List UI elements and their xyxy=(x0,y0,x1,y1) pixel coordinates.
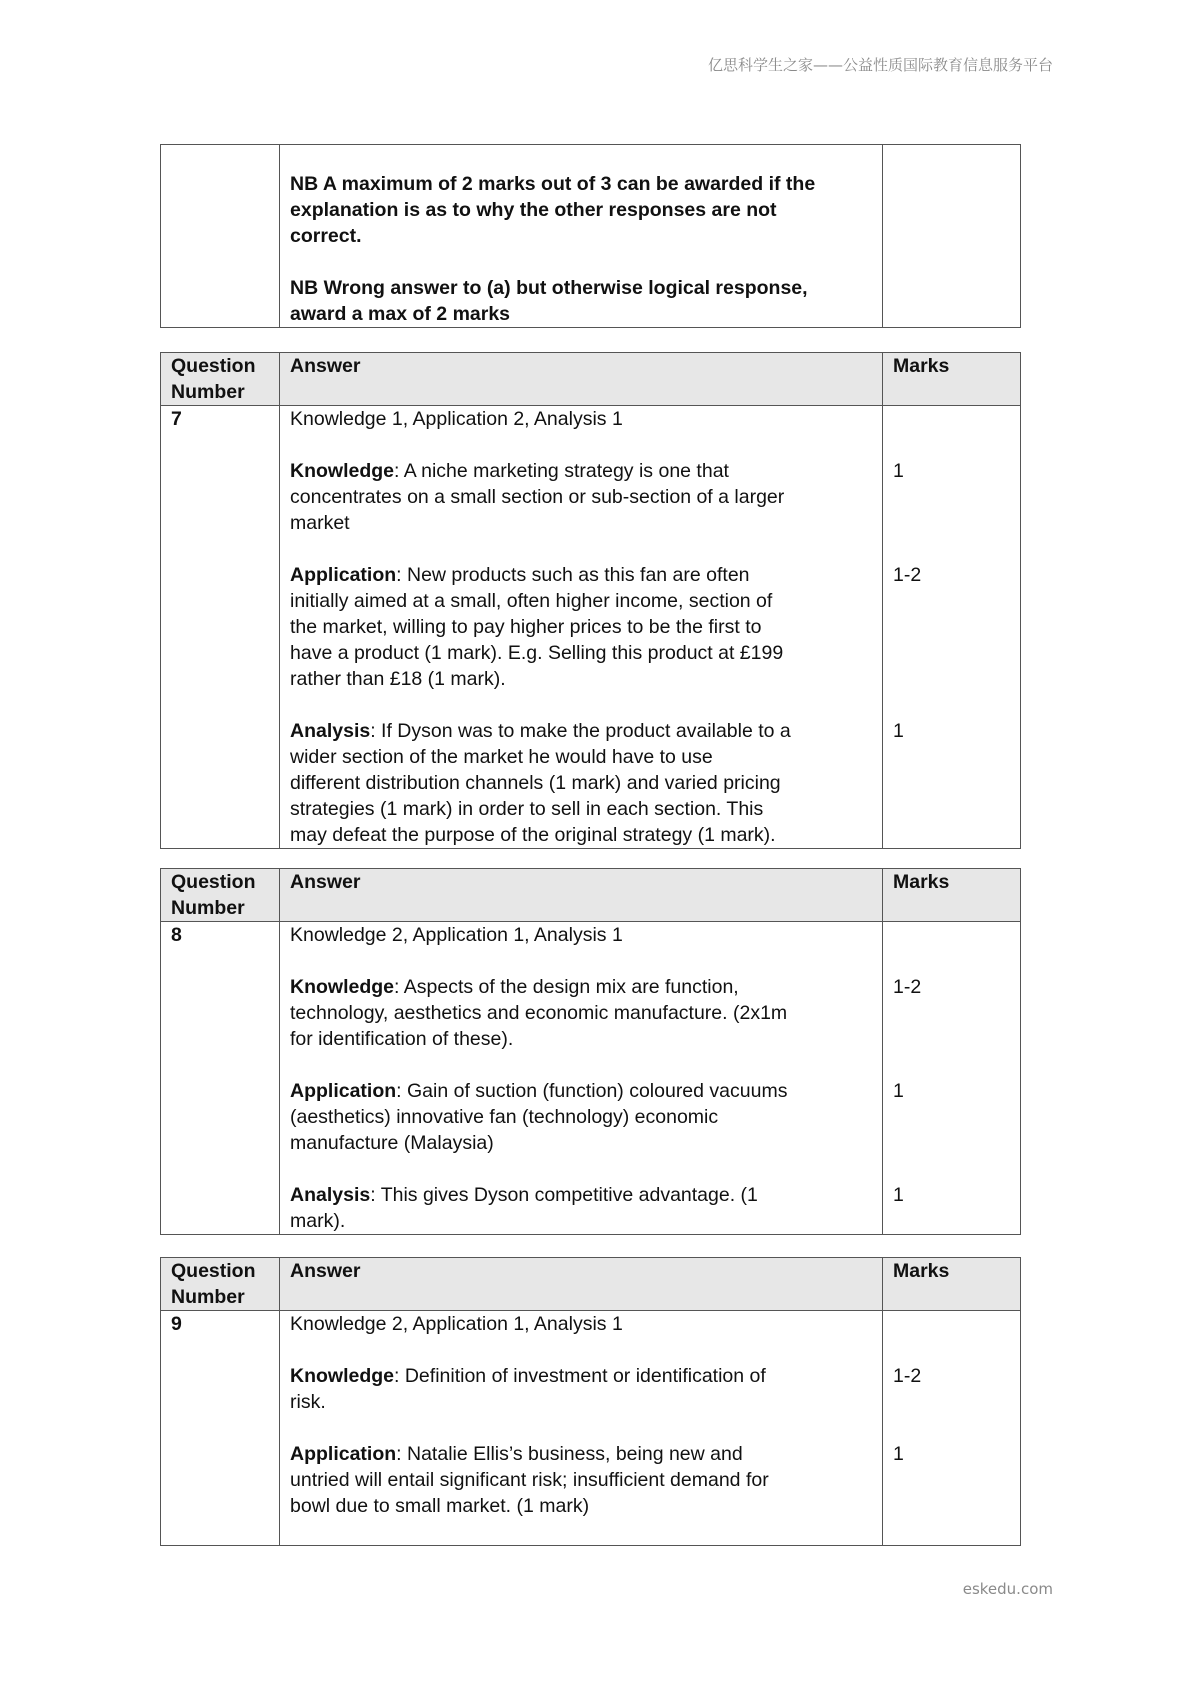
mark-value: 1 xyxy=(893,1443,904,1465)
table-header-row xyxy=(161,353,1021,406)
mark-value: 1 xyxy=(893,1080,904,1102)
empty-cell xyxy=(883,145,1021,328)
section-label: Knowledge xyxy=(290,976,395,998)
mark-value: 1-2 xyxy=(893,1365,922,1387)
question-number-header: Question Number xyxy=(161,1258,280,1311)
marks-header: Marks xyxy=(883,869,1021,922)
answer-cell: Knowledge 2, Application 1, Analysis 1 Knowledge: Definition of investment or identification of risk. Application: Natalie Ellis’s business, being new and untried will entail significant risk; insufficient demand for bowl due to small market. (1 mark) xyxy=(280,1311,883,1546)
mark-value: 1-2 xyxy=(893,564,922,586)
question-number: 7 xyxy=(161,406,280,849)
table-row xyxy=(161,406,1021,849)
question-number: 9 xyxy=(161,1311,280,1546)
nb-note-2-line: NB Wrong answer to (a) but otherwise logical response, xyxy=(290,277,808,299)
marks-cell xyxy=(883,1311,1021,1546)
mark-summary: Knowledge 1, Application 2, Analysis 1 xyxy=(290,408,623,430)
marks-header: Marks xyxy=(883,353,1021,406)
mark-summary: Knowledge 2, Application 1, Analysis 1 xyxy=(290,924,623,946)
section-label: Application xyxy=(290,564,397,586)
site-footer: eskedu.com xyxy=(962,1580,1053,1598)
nb-note-1-line: correct. xyxy=(290,225,362,247)
section-label: Knowledge xyxy=(290,1365,395,1387)
answer-header: Answer xyxy=(280,869,883,922)
section-label: Analysis xyxy=(290,1184,371,1206)
nb-continuation-table xyxy=(160,144,1021,328)
section-label: Analysis xyxy=(290,720,371,742)
section-label: Application xyxy=(290,1443,397,1465)
table-row xyxy=(161,922,1021,1235)
table-header-row xyxy=(161,869,1021,922)
table-header-row xyxy=(161,1258,1021,1311)
mark-value: 1 xyxy=(893,460,904,482)
section-label: Knowledge xyxy=(290,460,395,482)
answer-header: Answer xyxy=(280,353,883,406)
question-table-7 xyxy=(160,352,1021,849)
question-number-header: Question Number xyxy=(161,869,280,922)
question-table-9 xyxy=(160,1257,1021,1546)
nb-note-2-line: award a max of 2 marks xyxy=(290,303,511,325)
question-table-8 xyxy=(160,868,1021,1235)
marks-cell xyxy=(883,922,1021,1235)
question-number: 8 xyxy=(161,922,280,1235)
question-number-header: Question Number xyxy=(161,353,280,406)
nb-note-1-line: NB A maximum of 2 marks out of 3 can be awarded if the xyxy=(290,173,816,195)
table-row xyxy=(161,1311,1021,1546)
section-label: Application xyxy=(290,1080,397,1102)
marks-header: Marks xyxy=(883,1258,1021,1311)
mark-summary: Knowledge 2, Application 1, Analysis 1 xyxy=(290,1313,623,1335)
site-header: 亿思科学生之家——公益性质国际教育信息服务平台 xyxy=(707,56,1053,74)
answer-cell: Knowledge 1, Application 2, Analysis 1 Knowledge: A niche marketing strategy is one that concentrates on a small section or sub-section of a larger market Application: New products such as this fan are often initially aimed at a small, often higher income, section of the market, willing to pay higher prices to be the first to have a product (1 mark). E.g. Selling this product at £199 rather than £18 (1 mark). Analysis: If Dyson was to make the product available to a wider section of the market he would have to use different distribution channels (1 mark) and varied pricing strategies (1 mark) in order to sell in each section. This may defeat the purpose of the original strategy (1 mark). xyxy=(280,406,883,849)
answer-cell: Knowledge 2, Application 1, Analysis 1 Knowledge: Aspects of the design mix are function, technology, aesthetics and economic manufacture. (2x1m for identification of these). Application: Gain of suction (function) coloured vacuums (aesthetics) innovative fan (technology) economic manufacture (Malaysia) Analysis: This gives Dyson competitive advantage. (1 mark). xyxy=(280,922,883,1235)
nb-note-1-line: explanation is as to why the other responses are not xyxy=(290,199,777,221)
marks-cell xyxy=(883,406,1021,849)
mark-value: 1-2 xyxy=(893,976,922,998)
empty-cell xyxy=(161,145,280,328)
mark-value: 1 xyxy=(893,1184,904,1206)
nb-notes-cell xyxy=(280,145,883,328)
answer-header: Answer xyxy=(280,1258,883,1311)
mark-value: 1 xyxy=(893,720,904,742)
